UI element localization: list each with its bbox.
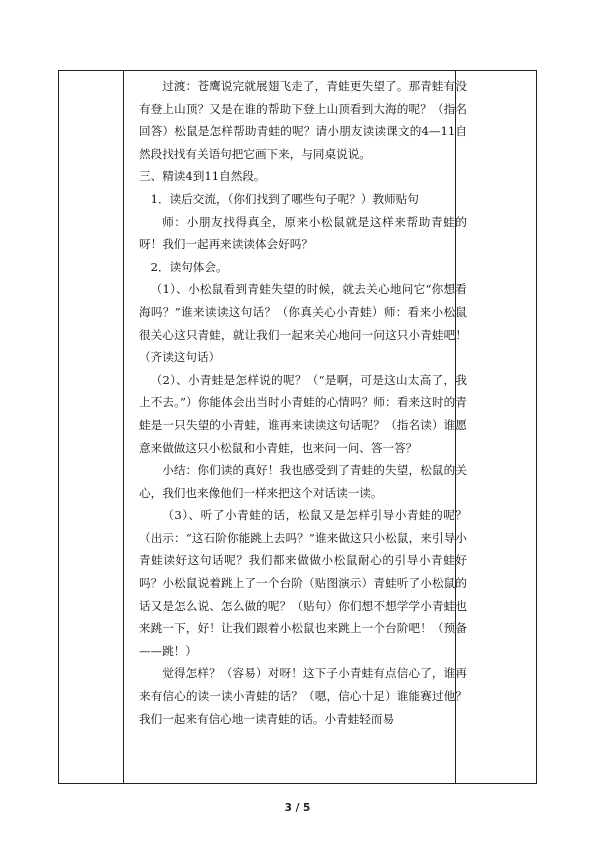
paragraph-transition: 过渡：苍鹰说完就展翅飞走了，青蛙更失望了。那青蛙有没有登上山顶？又是在谁的帮助下登上山顶看到大海的呢？（指名回答）松鼠是怎样帮助青蛙的呢？请小朋友读读课文的4—11自然段找找有关语句把它画下来，与同桌说说。	[139, 79, 467, 161]
paragraph-step-1: 1．读后交流，（你们找到了哪些句子呢？）教师贴句	[150, 191, 419, 206]
paragraph-feeling: 觉得怎样？（容易）对呀！这下子小青蛙有点信心了，谁再来有信心的读一读小青蛙的话？（嗯，信心十足）谁能赛过他？我们一起来有信心地一读青蛙的话。小青蛙轻而易	[139, 666, 467, 726]
paragraph-step-2: 2．读句体会。	[150, 259, 228, 274]
table-column-divider-left	[123, 71, 124, 783]
paragraph-point-1: （1）、小松鼠看到青蛙失望的时候，就去关心地问它“你想看海吗？”谁来读读这句话？（你真关心小青蛙）师：看来小松鼠很关心这只青蛙，就让我们一起来关心地问一问这只小青蛙吧！（齐读这句话）	[139, 282, 467, 365]
lesson-content-cell	[139, 71, 467, 785]
paragraph-point-3: （3）、听了小青蛙的话，松鼠又是怎样引导小青蛙的呢？（出示：“这石阶你能跳上去吗？”谁来做这只小松鼠，来引导小青蛙读好这句话呢？我们都来做做小松鼠耐心的引导小青蛙好吗？小松鼠说着跳上了一个台阶（贴图演示）青蛙听了小松鼠的话又是怎么说、怎么做的呢？（贴句）你们想不想学学小青蛙也来跳一下，好！让我们跟着小松鼠也来跳上一个台阶吧！（预备——跳！）	[139, 508, 467, 658]
paragraph-teacher-1: 师：小朋友找得真全，原来小松鼠就是这样来帮助青蛙的呀！我们一起再来读读体会好吗？	[139, 214, 467, 252]
lesson-plan-table	[58, 70, 537, 784]
paragraph-point-2: （2）、小青蛙是怎样说的呢？（“是啊，可是这山太高了，我上不去。”）你能体会出当时小青蛙的心情吗？师：看来这时的青蛙是一只失望的小青蛙，谁再来读读这句话呢？（指名读）谁愿意来做做这只小松鼠和小青蛙，也来问一问、答一答？	[139, 372, 467, 455]
page-number: 3 / 5	[284, 802, 311, 814]
paragraph-summary: 小结：你们读的真好！我也感受到了青蛙的失望，松鼠的关心，我们也来像他们一样来把这个对话读一读。	[139, 463, 467, 500]
section-heading-3: 三、精读4到11自然段。	[139, 169, 266, 184]
